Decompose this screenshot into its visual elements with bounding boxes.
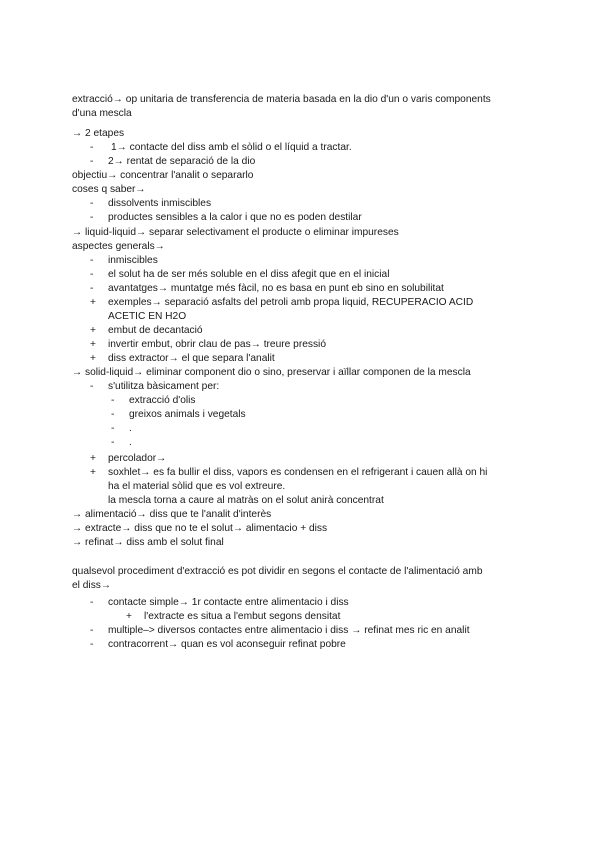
- sub-list-item: .: [129, 437, 132, 448]
- list-item: el solut ha de ser més soluble en el diss afegit que en el inicial: [108, 269, 390, 280]
- list-item: contacte simple→ 1r contacte entre alimentacio i diss: [108, 597, 349, 608]
- list-item-continuation: ACETIC EN H2O: [108, 311, 187, 322]
- bullet-marker: -: [111, 423, 115, 434]
- bullet-marker: -: [111, 437, 115, 448]
- bullet-marker: -: [90, 597, 94, 608]
- list-item: percolador→: [108, 453, 167, 464]
- stages-heading: → 2 etapes: [72, 128, 125, 139]
- bullet-marker: +: [90, 325, 96, 336]
- bullet-marker: -: [111, 409, 115, 420]
- list-item: multiple–> diversos contactes entre alimentacio i diss → refinat mes ric en analit: [108, 625, 470, 636]
- stage-1: 1→ contacte del diss amb el sòlid o el líquid a tractar.: [111, 142, 352, 153]
- general-aspects-heading: aspectes generals→: [72, 241, 165, 252]
- bullet-marker: -: [90, 269, 94, 280]
- bullet-marker: +: [90, 339, 96, 350]
- list-item: exemples→ separació asfalts del petroli amb propa liquid, RECUPERACIO ACID: [108, 297, 474, 308]
- list-item: invertir embut, obrir clau de pas→ treure pressió: [108, 339, 326, 350]
- bullet-marker: -: [90, 156, 94, 167]
- list-item: soxhlet→ es fa bullir el diss, vapors es condensen en el refrigerant i cauen allà on hi: [108, 467, 488, 478]
- liquid-liquid-heading: → liquid-liquid→ separar selectivament el producte o eliminar impureses: [72, 227, 399, 238]
- sub-list-item: .: [129, 423, 132, 434]
- list-item: inmiscibles: [108, 255, 158, 266]
- list-item: productes sensibles a la calor i que no es poden destilar: [108, 212, 362, 223]
- list-item: dissolvents inmiscibles: [108, 198, 212, 209]
- bullet-marker: -: [90, 381, 94, 392]
- list-item: diss extractor→ el que separa l'analit: [108, 353, 275, 364]
- list-item: contracorrent→ quan es vol aconseguir refinat pobre: [108, 639, 346, 650]
- sub-list-item: l'extracte es situa a l'embut segons densitat: [144, 611, 341, 622]
- bullet-marker: +: [90, 353, 96, 364]
- bullet-marker: -: [90, 625, 94, 636]
- definition-line-2: d'una mescla: [72, 108, 132, 119]
- bullet-marker: +: [90, 297, 96, 308]
- list-item: s'utilitza bàsicament per:: [108, 381, 220, 392]
- bullet-marker: -: [90, 142, 94, 153]
- sub-list-item: greixos animals i vegetals: [129, 409, 246, 420]
- stage-2: 2→ rentat de separació de la dio: [108, 156, 256, 167]
- sub-list-item: extracció d'olis: [129, 395, 196, 406]
- bullet-marker: -: [90, 255, 94, 266]
- raffinate-definition: → refinat→ diss amb el solut final: [72, 537, 224, 548]
- bullet-marker: +: [90, 453, 96, 464]
- bullet-marker: +: [90, 467, 96, 478]
- procedure-line-1: qualsevol procediment d'extracció es pot dividir en segons el contacte de l'alimentació amb: [72, 566, 483, 577]
- bullet-marker: -: [111, 395, 115, 406]
- procedure-line-2: el diss→: [72, 580, 112, 591]
- bullet-marker: +: [126, 611, 132, 622]
- extract-definition: → extracte→ diss que no te el solut→ alimentacio + diss: [72, 523, 328, 534]
- objective-line: objectiu→ concentrar l'analit o separarlo: [72, 170, 254, 181]
- bullet-marker: -: [90, 198, 94, 209]
- bullet-marker: -: [90, 639, 94, 650]
- feed-definition: → alimentació→ diss que te l'analit d'interès: [72, 509, 272, 520]
- list-item: avantatges→ muntatge més fàcil, no es basa en punt eb sino en solubilitat: [108, 283, 444, 294]
- things-to-know-heading: coses q saber→: [72, 184, 146, 195]
- bullet-marker: -: [90, 283, 94, 294]
- list-item-continuation: la mescla torna a caure al matràs on el solut anirà concentrat: [108, 495, 384, 506]
- bullet-marker: -: [90, 212, 94, 223]
- definition-line-1: extracció→ op unitaria de transferencia de materia basada en la dio d'un o varis components: [72, 94, 491, 105]
- list-item: embut de decantació: [108, 325, 203, 336]
- list-item-continuation: ha el material sòlid que es vol extreure.: [108, 481, 286, 492]
- solid-liquid-heading: → solid-liquid→ eliminar component dio o sino, preservar i aïllar componen de la mescla: [72, 367, 471, 378]
